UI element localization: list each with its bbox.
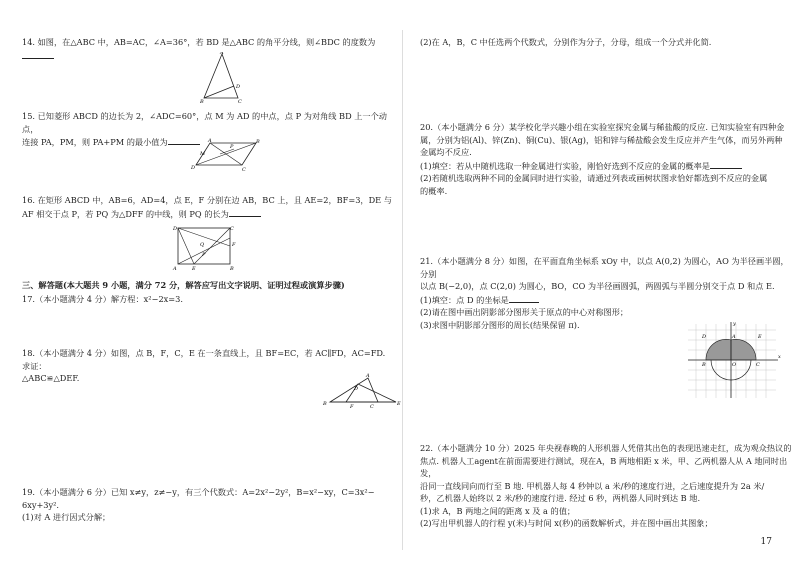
q19cont-text: (2)在 A，B，C 中任选两个代数式，分别作为分子，分母，组成一个分式并化简. xyxy=(420,37,712,47)
svg-text:y: y xyxy=(733,321,736,327)
figure-coordinate-grid xyxy=(684,320,784,408)
answer-blank[interactable] xyxy=(710,159,742,169)
q22-line4: 秒，乙机器人始终以 2 米/秒的速度行进. 经过 6 秒，两机器人同时到达 B 地. xyxy=(420,493,701,503)
svg-text:E: E xyxy=(758,334,762,340)
column-divider xyxy=(402,30,403,550)
svg-text:P: P xyxy=(202,252,206,258)
question-22 xyxy=(420,442,792,530)
q22-line6: (2)写出甲机器人的行程 y(米)与时间 x(秒)的函数解析式，并在图中画出其图象； xyxy=(420,518,713,528)
svg-text:B: B xyxy=(323,401,327,407)
svg-text:A: A xyxy=(208,138,212,144)
q17-text: 17.（本小题满分 4 分）解方程：x²−2x=3. xyxy=(22,294,183,304)
q21-line5: (3)求图中阴影部分图形的周长(结果保留 π). xyxy=(420,319,580,330)
svg-text:A: A xyxy=(366,373,370,379)
question-19 xyxy=(22,486,394,524)
question-17 xyxy=(22,293,394,306)
svg-text:P: P xyxy=(230,144,234,150)
page-number: 17 xyxy=(760,537,772,547)
question-16 xyxy=(22,194,394,220)
q21-line4: (2)请在图中画出阴影部分图形关于原点的中心对称图形； xyxy=(420,307,629,317)
svg-text:C: C xyxy=(238,99,242,104)
q15-line2: 连接 PA，PM，则 PA+PM 的最小值为 xyxy=(22,137,168,147)
q15-line1: 15. 已知菱形 ABCD 的边长为 2，∠ADC=60°，点 M 为 AD 的中点，点 P 为对角线 BD 上一个动点， xyxy=(22,111,387,134)
svg-text:D: D xyxy=(236,84,241,90)
svg-text:A: A xyxy=(220,52,224,56)
svg-text:D: D xyxy=(173,226,178,232)
q18-line1: 18.（本小题满分 4 分）如图，点 B，F，C，E 在一条直线上，且 BF=EC，若 AC∥FD，AC=FD. 求证： xyxy=(22,348,386,371)
q19-line3: (1)对 A 进行因式分解； xyxy=(22,512,111,522)
q19-line1: 19.（本小题满分 6 分）已知 x≠y，z≠−y，有三个代数式：A=2x²−2y²，B=x²−xy，C=3x²− xyxy=(22,487,375,497)
q16-line2: AF 相交于点 P，若 PQ 为△DFF 的中线，则 PQ 的长为 xyxy=(22,208,229,219)
q20-line6: 的概率. xyxy=(420,185,448,196)
answer-blank[interactable] xyxy=(509,293,539,303)
q20-line1: 20.（本小题满分 6 分）某学校化学兴趣小组在实验室探究金属与稀盐酸的反应. 已知实验室有四种金 xyxy=(420,122,785,132)
q21-line1: 21.（本小题满分 8 分）如图，在平面直角坐标系 xOy 中，以点 A(0,2) 为圆心，AO 为半径画半圆，分别 xyxy=(420,256,789,279)
q20-line3: 金属均不反应. xyxy=(420,147,472,157)
svg-text:x: x xyxy=(778,354,781,360)
q22-line2: 焦点. 机器人工agent在前面需要进行测试，现在A，B 两地相距 x 米，甲、乙两机器人从 A 地同时出发， xyxy=(420,455,788,478)
right-column xyxy=(420,0,792,567)
svg-text:E: E xyxy=(192,266,196,272)
svg-text:F: F xyxy=(350,404,354,410)
svg-text:F: F xyxy=(232,242,236,248)
q19-line2: 6xy+3y². xyxy=(22,499,60,510)
svg-text:A: A xyxy=(173,266,177,272)
q18-line2: △ABC≌△DEF. xyxy=(22,373,80,383)
q22-line1: 22.（本小题满分 10 分）2025 年央视春晚的人形机器人凭借其出色的表现迅速走红，成为观众热议的 xyxy=(420,443,792,453)
svg-text:B: B xyxy=(702,362,706,368)
q16-line1: 16. 在矩形 ABCD 中，AB=6，AD=4，点 E，F 分别在边 AB，BC 上，且 AE=2，BF=3，DE 与 xyxy=(22,195,392,205)
svg-text:C: C xyxy=(370,404,374,410)
svg-text:D: D xyxy=(191,165,196,171)
figure-rhombus-abcd xyxy=(190,137,262,175)
svg-text:E: E xyxy=(397,401,401,407)
q21-line3: (1)填空：点 D 的坐标是 xyxy=(420,294,509,305)
figure-triangles-abc-def xyxy=(322,372,404,414)
figure-triangle-abc xyxy=(200,52,250,108)
svg-text:A: A xyxy=(732,334,736,340)
question-20 xyxy=(420,121,792,197)
svg-text:B: B xyxy=(200,99,204,104)
q21-line2: 以点 B(−2,0)，点 C(2,0) 为圆心，BO，CO 为半径画圆弧，两圆弧与半圆分别交于点 D 和点 E. xyxy=(420,281,775,291)
svg-text:D: D xyxy=(702,334,707,340)
q14-text: 14. 如图，在△ABC 中，AB=AC，∠A=36°，若 BD 是△ABC 的角平分线，则∠BDC 的度数为 xyxy=(22,37,376,47)
q22-line3: 沿同一直线同向而行至 B 地. 甲机器人每 4 秒钟以 a 米/秒的速度行进，之后速度提升为 2a 米/ xyxy=(420,480,765,491)
svg-text:B: B xyxy=(256,139,260,145)
answer-blank[interactable] xyxy=(229,207,261,217)
q20-line5: (2)若随机选取两种不同的金属同时进行实验，请通过列表或画树状图求恰好都选到不反应的金属 xyxy=(420,173,768,183)
answer-blank[interactable] xyxy=(22,49,54,59)
figure-rectangle-abcd xyxy=(172,224,238,276)
q20-line4: (1)填空：若从中随机选取一种金属进行实验，刚恰好选到不反应的金属的概率是 xyxy=(420,160,710,171)
section-text: 三、解答题(本大题共 9 小题，满分 72 分，解答应写出文字说明、证明过程或演算步骤) xyxy=(22,280,345,290)
svg-text:C: C xyxy=(230,226,234,232)
section-heading xyxy=(22,279,394,292)
svg-text:C: C xyxy=(756,362,760,368)
left-column xyxy=(22,0,401,567)
svg-text:O: O xyxy=(732,362,737,368)
q20-line2: 属，分别为铝(Al)、锌(Zn)、铜(Cu)、银(Ag)，铝和锌与稀盐酸会发生反应并产生气体，而另外两种 xyxy=(420,134,783,145)
svg-text:D: D xyxy=(354,386,359,392)
question-19-continued xyxy=(420,36,792,49)
svg-text:B: B xyxy=(230,266,234,272)
svg-text:M: M xyxy=(200,151,206,157)
q22-line5: (1)求 A，B 两地之间的距离 x 及 a 的值； xyxy=(420,505,576,516)
svg-text:Q: Q xyxy=(200,242,205,248)
svg-text:C: C xyxy=(242,167,246,171)
